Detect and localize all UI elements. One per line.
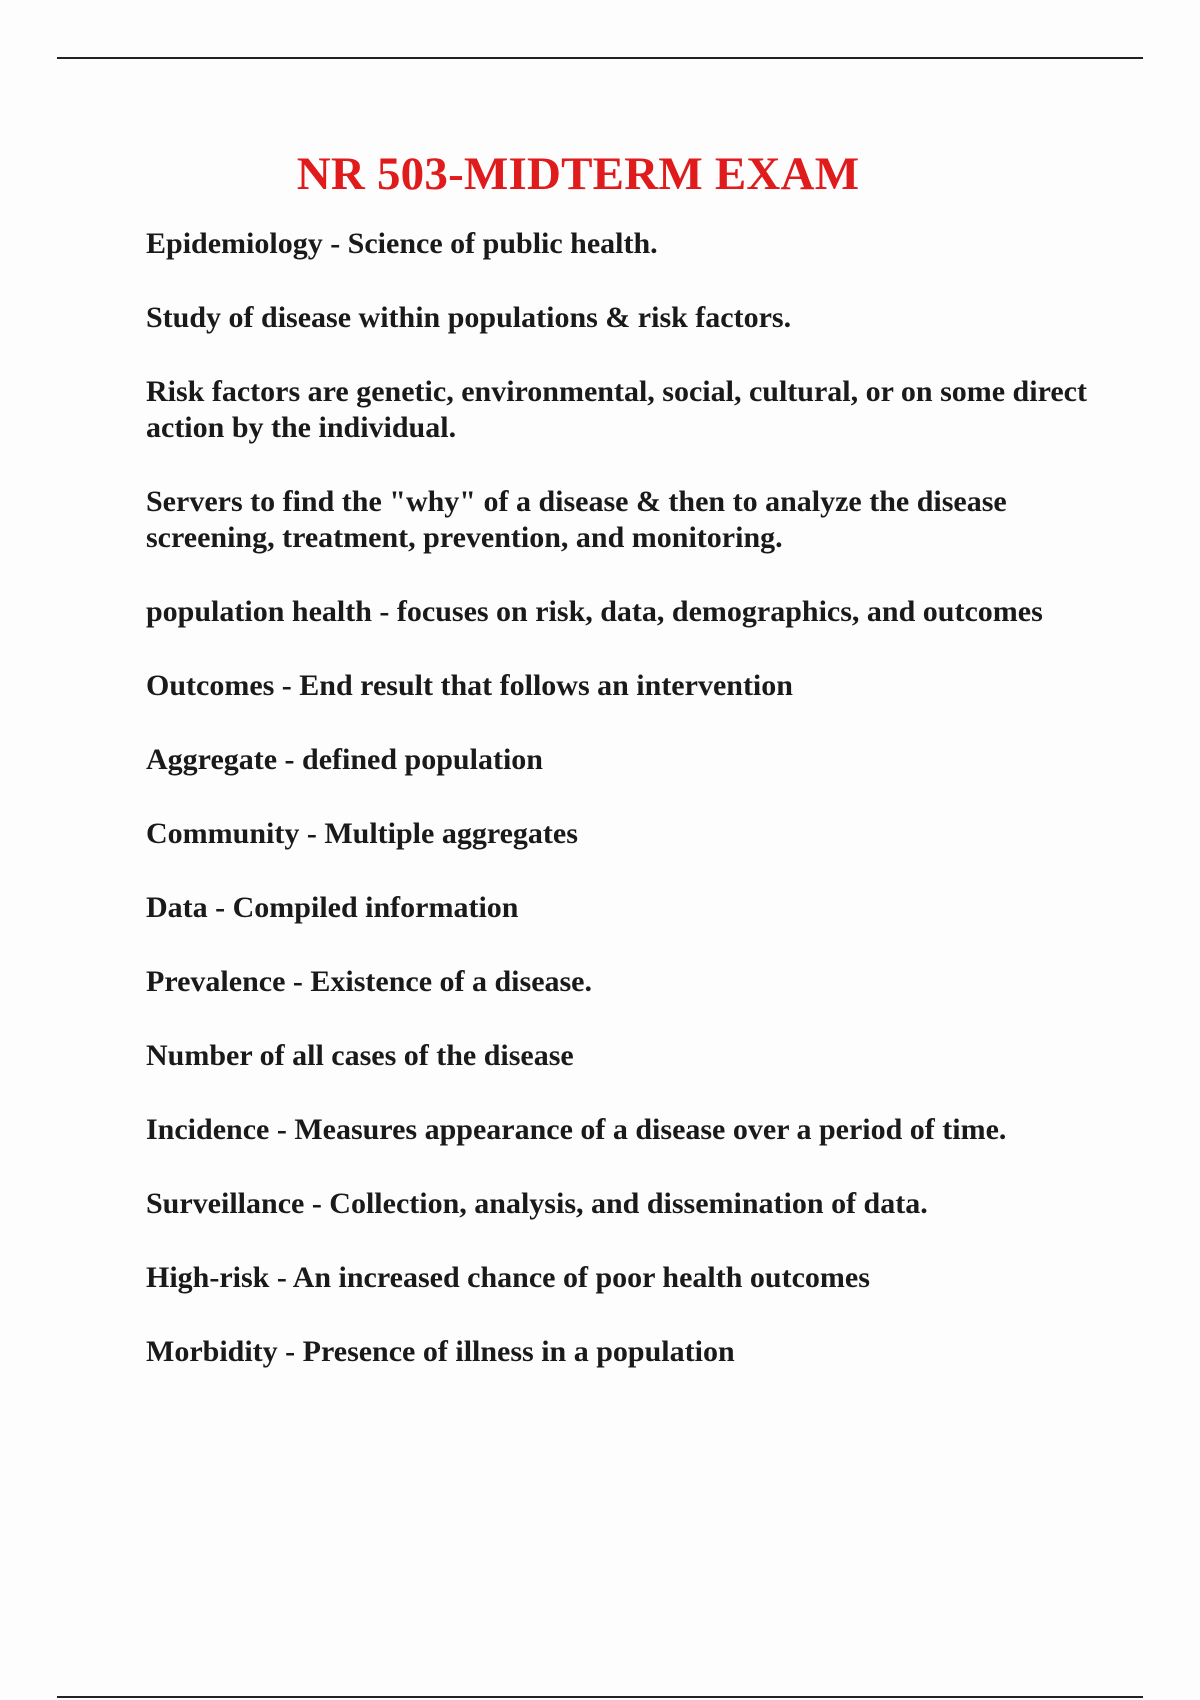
list-item: Epidemiology - Science of public health. xyxy=(146,227,658,260)
list-item: Outcomes - End result that follows an intervention xyxy=(146,669,793,702)
list-item: population health - focuses on risk, data, demographics, and outcomes xyxy=(146,595,1043,628)
page-title: NR 503-MIDTERM EXAM xyxy=(296,148,860,200)
top-divider xyxy=(57,57,1143,59)
list-item: Study of disease within populations & risk factors. xyxy=(146,301,792,334)
list-item: Community - Multiple aggregates xyxy=(146,817,578,850)
list-item: Number of all cases of the disease xyxy=(146,1039,574,1072)
bottom-divider xyxy=(57,1696,1143,1698)
list-item: Prevalence - Existence of a disease. xyxy=(146,965,593,998)
list-item: Incidence - Measures appearance of a disease over a period of time. xyxy=(146,1113,1007,1146)
definition-list xyxy=(146,226,1096,1408)
list-item: Aggregate - defined population xyxy=(146,743,543,776)
list-item: High-risk - An increased chance of poor health outcomes xyxy=(146,1261,870,1294)
list-item: Servers to find the "why" of a disease & then to analyze the disease screening, treatment, prevention, and monitoring. xyxy=(146,485,1007,554)
list-item: Risk factors are genetic, environmental, social, cultural, or on some direct action by the individual. xyxy=(146,375,1087,444)
list-item: Morbidity - Presence of illness in a population xyxy=(146,1335,735,1368)
list-item: Data - Compiled information xyxy=(146,891,519,924)
list-item: Surveillance - Collection, analysis, and dissemination of data. xyxy=(146,1187,928,1220)
